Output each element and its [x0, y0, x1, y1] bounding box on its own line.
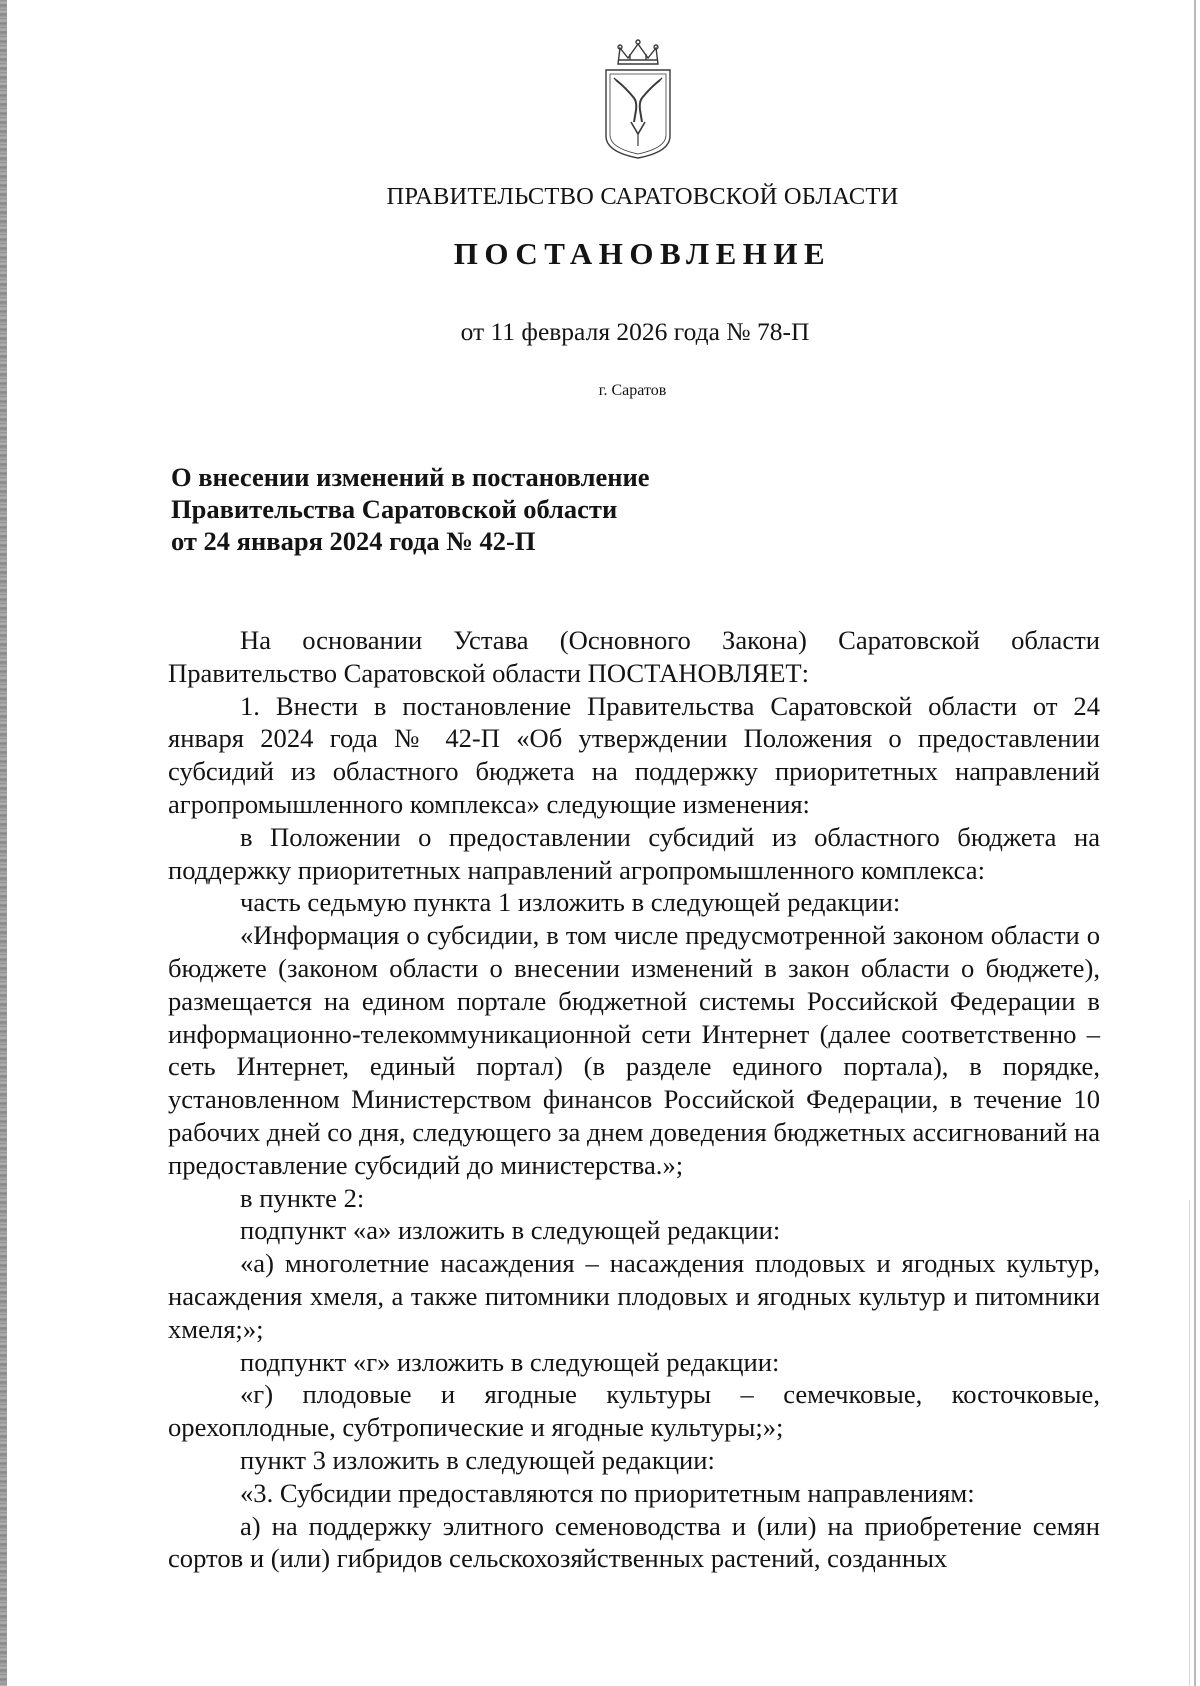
body-paragraph: «а) многолетние насаждения – насаждения плодовых и ягодных культур, насаждения хмеля, а также питомники плодовых и ягодных культур и питомники хмеля;»;: [168, 1248, 1100, 1344]
body-paragraph: На основании Устава (Основного Закона) Саратовской области Правительство Саратовской области ПОСТАНОВЛЯЕТ:: [168, 625, 1100, 688]
body-paragraph: «г) плодовые и ягодные культуры – семечковые, косточковые, орехоплодные, субтропические и ягодные культуры;»;: [168, 1379, 1100, 1443]
scan-edge-right-fade: [1189, 1200, 1190, 1686]
saratov-coat-of-arms-icon: [600, 36, 676, 160]
document-date-number: от 11 февраля 2026 года № 78-П: [460, 317, 810, 346]
body-paragraph: подпункт «г» изложить в следующей редакции:: [240, 1346, 780, 1377]
body-paragraph: «3. Субсидии предоставляются по приоритетным направлениям:: [240, 1477, 975, 1508]
document-city: г. Саратов: [598, 382, 667, 399]
body-paragraph: в Положении о предоставлении субсидий из областного бюджета на поддержку приоритетных направлений агропромышленного комплекса:: [168, 821, 1100, 885]
document-body: [168, 624, 1100, 1575]
document-type: ПОСТАНОВЛЕНИЕ: [453, 236, 832, 271]
title-line: от 24 января 2024 года № 42-П: [171, 526, 536, 556]
body-paragraph: подпункт «а» изложить в следующей редакции:: [240, 1215, 781, 1246]
title-line: Правительства Саратовской области: [171, 494, 618, 524]
body-paragraph: а) на поддержку элитного семеноводства и (или) на приобретение семян сортов и (или) гибридов сельскохозяйственных растений, созданных: [168, 1510, 1100, 1574]
document-title: [171, 461, 731, 557]
body-paragraph: «Информация о субсидии, в том числе предусмотренной законом области о бюджете (законом области о внесении изменений в закон области о бюджете), размещается на едином портале бюджетной системы Российской Федерации в информационно-телекоммуникационной сети Интернет (далее соответственно – сеть Интернет, единый портал) (в разделе единого портала), в порядке, установленном Министерством финансов Российской Федерации, в течение 10 рабочих дней со дня, следующего за днем доведения бюджетных ассигнований на предоставление субсидий до министерства.»;: [168, 920, 1100, 1180]
title-line: О внесении изменений в постановление: [171, 462, 650, 492]
body-paragraph: пункт 3 изложить в следующей редакции:: [240, 1444, 715, 1475]
body-paragraph: 1. Внести в постановление Правительства Саратовской области от 24 января 2024 года № 42-П «Об утверждении Положения о предоставлении субсидий из областного бюджета на поддержку приоритетных направлений агропромышленного комплекса» следующие изменения:: [168, 690, 1100, 819]
body-paragraph: в пункте 2:: [240, 1182, 365, 1213]
body-paragraph: часть седьмую пункта 1 изложить в следующей редакции:: [240, 887, 901, 918]
organization-name: ПРАВИТЕЛЬСТВО САРАТОВСКОЙ ОБЛАСТИ: [386, 183, 899, 210]
